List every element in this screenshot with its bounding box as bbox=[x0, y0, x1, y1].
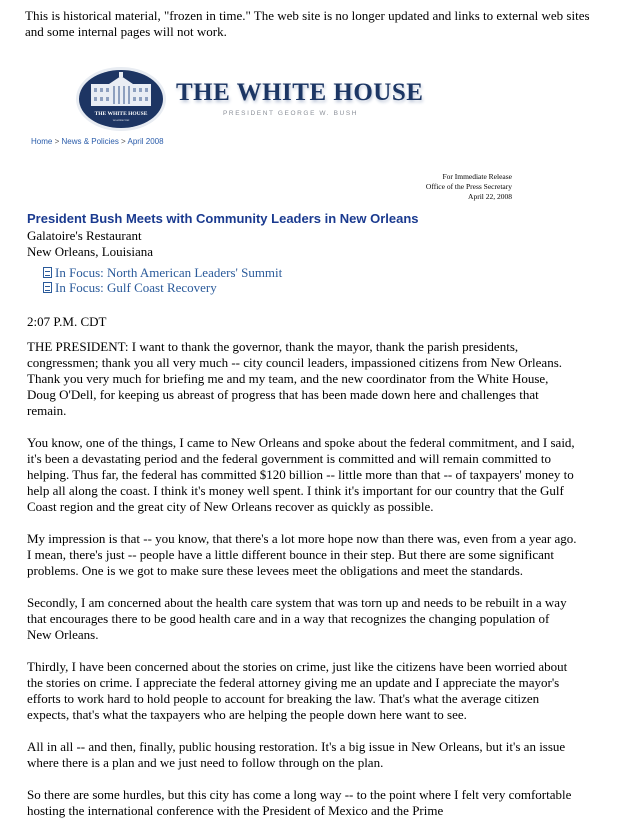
paragraph: THE PRESIDENT: I want to thank the governor, thank the mayor, thank the parish presidents, congressmen; thank you all very much -- city council leaders, impassioned citizens from New Orleans. Thank you very much for briefing me and my team, and the new coordinator from the White House, Doug O'Dell, for keeping us abreast of progress that has been made down here and challenges that remain. bbox=[27, 339, 563, 418]
release-office: Office of the Press Secretary bbox=[425, 182, 512, 191]
focus-link-gulf-coast[interactable] bbox=[43, 280, 282, 295]
release-type: For Immediate Release bbox=[442, 172, 512, 181]
svg-text:WASHINGTON: WASHINGTON bbox=[112, 119, 130, 122]
paragraph: Thirdly, I have been concerned about the stories on crime, just like the citizens have been worried about the stories on crime. I appreciate the federal attorney giving me an update and I appreciate the mayor's efforts to work hard to hold people to account for breaking the law. That's what the average citizen expects, that's what the taxpayers who are helping the people down here want to see. bbox=[27, 659, 568, 722]
breadcrumb-news-policies[interactable]: News & Policies bbox=[61, 137, 119, 146]
focus-link-label: In Focus: Gulf Coast Recovery bbox=[55, 280, 217, 295]
paragraph: So there are some hurdles, but this city has come a long way -- to the point where I felt very comfortable hosting the international conference with the President of Mexico and the Prime bbox=[27, 787, 572, 818]
breadcrumb-home[interactable]: Home bbox=[31, 137, 53, 146]
focus-link-leaders-summit[interactable] bbox=[43, 265, 282, 280]
focus-links bbox=[43, 265, 282, 295]
city: New Orleans, Louisiana bbox=[27, 244, 153, 259]
article-body bbox=[27, 323, 577, 819]
breadcrumb bbox=[31, 137, 164, 146]
site-subtitle: PRESIDENT GEORGE W. BUSH bbox=[223, 110, 359, 117]
release-date: April 22, 2008 bbox=[468, 192, 512, 201]
site-title[interactable]: THE WHITE HOUSE bbox=[176, 79, 424, 106]
paragraph: Secondly, I am concerned about the health care system that was torn up and needs to be rebuilt in a way that encourages there to be good health care and in a way that recognizes the changing population of New Orleans. bbox=[27, 595, 567, 642]
document-icon bbox=[43, 267, 52, 278]
white-house-seal-logo[interactable] bbox=[75, 66, 167, 132]
venue: Galatoire's Restaurant bbox=[27, 228, 142, 243]
focus-link-label: In Focus: North American Leaders' Summit bbox=[55, 265, 283, 280]
article-headline: President Bush Meets with Community Leaders in New Orleans bbox=[27, 211, 419, 226]
document-icon bbox=[43, 282, 52, 293]
article-location bbox=[27, 228, 153, 260]
release-info bbox=[426, 172, 512, 202]
paragraph: My impression is that -- you know, that there's a lot more hope now than there was, even from a year ago. I mean, there's just -- people have a little different bounce in their step. But there are some significant problems. One is we got to make sure these levees meet the obligations and meet the standards. bbox=[27, 531, 577, 578]
breadcrumb-separator: > bbox=[52, 137, 62, 146]
speech-time: 2:07 P.M. CDT bbox=[27, 314, 107, 329]
breadcrumb-april-2008[interactable]: April 2008 bbox=[127, 137, 164, 146]
breadcrumb-separator: > bbox=[118, 137, 128, 146]
svg-text:THE WHITE HOUSE: THE WHITE HOUSE bbox=[94, 111, 148, 117]
paragraph: You know, one of the things, I came to New Orleans and spoke about the federal commitment, and I said, it's been a devastating period and the federal government is committed and will remain committed to helping. Thus far, the federal has committed $120 billion -- little more than that -- of taxpayers' money to help all along the coast. I think it's money well spent. I think it's important for our country that the Gulf Coast region and the great city of New Orleans recover as quickly as possible. bbox=[27, 435, 575, 514]
paragraph: All in all -- and then, finally, public housing restoration. It's a big issue in New Orleans, but it's an issue where there is a plan and we just need to follow through on the plan. bbox=[27, 739, 566, 770]
archive-notice: This is historical material, "frozen in time." The web site is no longer updated and links to external web sites and some internal pages will not work. bbox=[25, 8, 590, 39]
